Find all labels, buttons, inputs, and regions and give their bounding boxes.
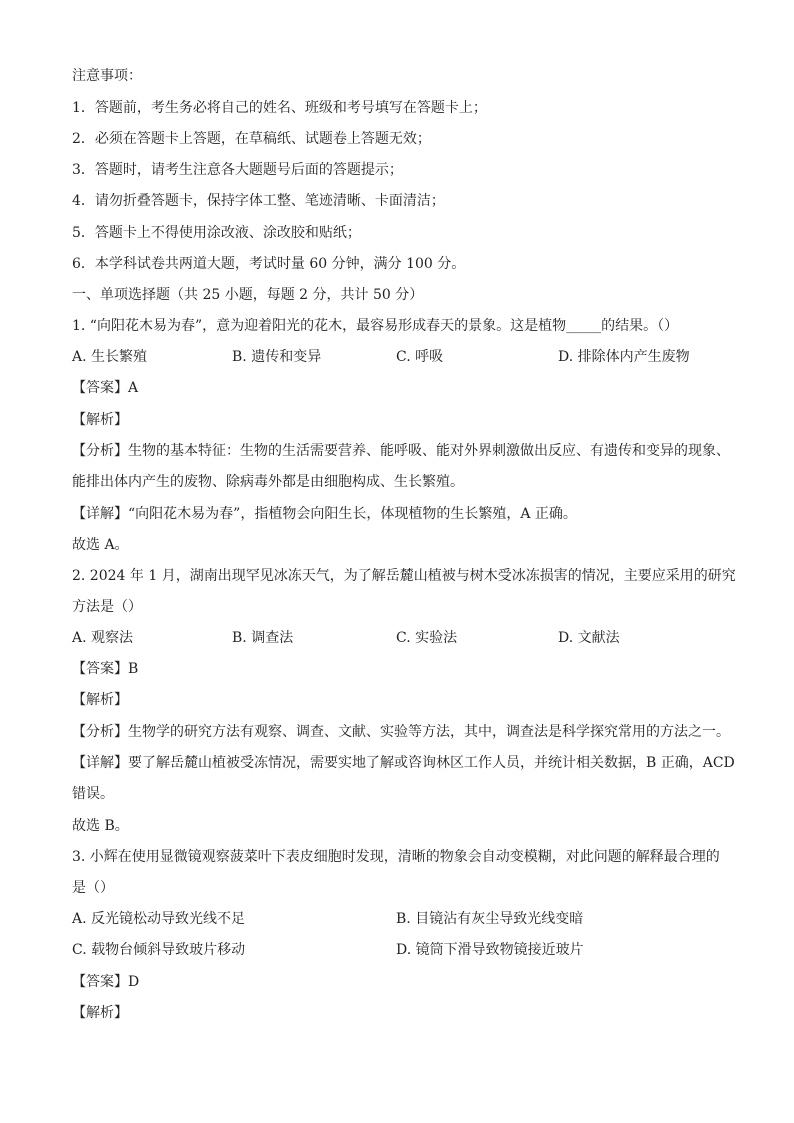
q2-fenxi: 【分析】生物学的研究方法有观察、调查、文献、实验等方法，其中，调查法是科学探究常用的方法之一。	[72, 724, 730, 740]
notice-item-4: 4．请勿折叠答题卡，保持字体工整、笔迹清晰、卡面清洁；	[72, 193, 445, 209]
q3-analysis-tag: 【解析】	[72, 1005, 128, 1021]
q2-option-c: C. 实验法	[396, 630, 458, 646]
q1-analysis-tag: 【解析】	[72, 412, 128, 428]
q1-option-c: C. 呼吸	[396, 349, 444, 365]
q1-conclusion: 故选 A。	[72, 537, 129, 553]
notice-item-3: 3．答题时，请考生注意各大题题号后面的答题提示；	[72, 162, 403, 178]
q3-option-a: A. 反光镜松动导致光线不足	[72, 911, 246, 927]
q1-stem: 1. “向阳花木易为春”，意为迎着阳光的花木，最容易形成春天的景象。这是植物_____的结果。（）	[72, 318, 679, 334]
q2-analysis-tag: 【解析】	[72, 692, 128, 708]
q3-option-d: D. 镜筒下滑导致物镜接近玻片	[396, 942, 584, 958]
q2-stem-line-2: 方法是（）	[72, 599, 142, 615]
notice-item-2: 2．必须在答题卡上答题，在草稿纸、试题卷上答题无效；	[72, 131, 431, 147]
q1-option-d: D. 排除体内产生废物	[558, 349, 690, 365]
q3-stem-line-1: 3. 小辉在使用显微镜观察菠菜叶下表皮细胞时发现，清晰的物象会自动变模糊，对此问题的解释最合理的	[72, 849, 720, 865]
q1-option-b: B. 遗传和变异	[232, 349, 322, 365]
q2-detail-line-1: 【详解】要了解岳麓山植被受冻情况，需要实地了解或咨询林区工作人员，并统计相关数据，B 正确，ACD	[72, 755, 735, 771]
section-title: 一、单项选择题（共 25 小题，每题 2 分，共计 50 分）	[72, 287, 424, 303]
q1-answer: 【答案】A	[72, 380, 139, 396]
q2-detail-line-2: 错误。	[72, 786, 114, 802]
q1-option-a: A. 生长繁殖	[72, 349, 148, 365]
q2-conclusion: 故选 B。	[72, 818, 129, 834]
notice-item-1: 1．答题前，考生务必将自己的姓名、班级和考号填写在答题卡上；	[72, 100, 487, 116]
notice-item-6: 6．本学科试卷共两道大题，考试时量 60 分钟，满分 100 分。	[72, 256, 466, 272]
q2-option-d: D. 文献法	[558, 630, 620, 646]
notice-title: 注意事项：	[72, 68, 142, 84]
q2-answer: 【答案】B	[72, 661, 139, 677]
q3-answer: 【答案】D	[72, 974, 140, 990]
notice-item-5: 5．答题卡上不得使用涂改液、涂改胶和贴纸；	[72, 225, 361, 241]
q2-option-b: B. 调查法	[232, 630, 294, 646]
q2-stem-line-1: 2. 2024 年 1 月，湖南出现罕见冰冻天气，为了解岳麓山植被与树木受冰冻损害的情况，主要应采用的研究	[72, 568, 736, 584]
q1-detail: 【详解】“向阳花木易为春”，指植物会向阳生长，体现植物的生长繁殖，A 正确。	[72, 506, 577, 522]
q1-fenxi-line-2: 能排出体内产生的废物、除病毒外都是由细胞构成、生长繁殖。	[72, 474, 464, 490]
q3-option-c: C. 载物台倾斜导致玻片移动	[72, 942, 246, 958]
q2-option-a: A. 观察法	[72, 630, 134, 646]
q3-option-b: B. 目镜沾有灰尘导致光线变暗	[396, 911, 584, 927]
q1-fenxi-line-1: 【分析】生物的基本特征：生物的生活需要营养、能呼吸、能对外界刺激做出反应、有遗传和变异的现象、	[72, 443, 730, 459]
q3-stem-line-2: 是（）	[72, 880, 114, 896]
